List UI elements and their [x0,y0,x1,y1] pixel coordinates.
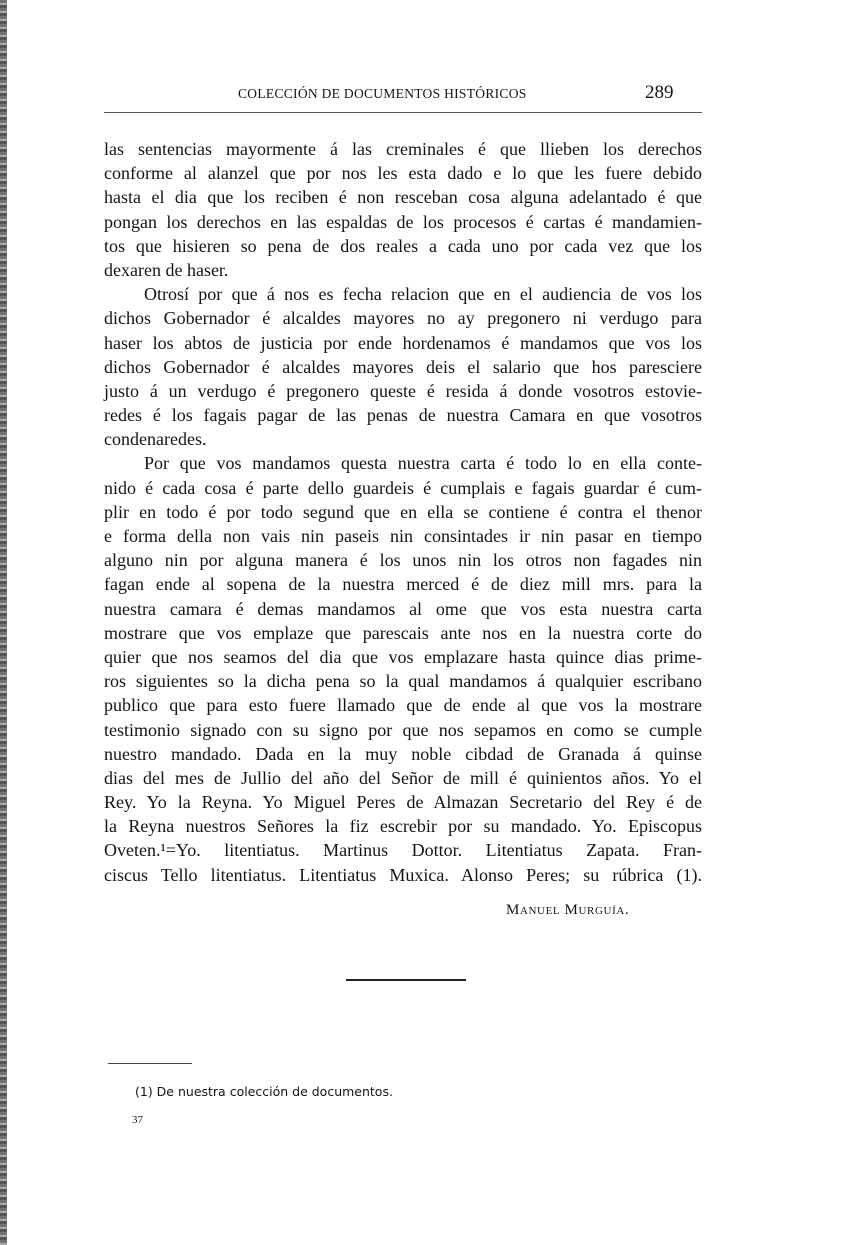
text-line: Por que vos mandamos questa nuestra carta é todo lo en ella conte- [144,453,702,474]
author-signature: Manuel Murguía. [506,902,630,918]
text-line: hasta el dia que los reciben é non resceban cosa alguna adelantado é que [104,187,702,208]
text-line: nuestra camara é demas mandamos al ome que vos esta nuestra carta [104,598,702,619]
text-line: dexaren de haser. [104,259,229,280]
footnote: (1) De nuestra colección de documentos. [135,1084,393,1099]
text-line: nido é cada cosa é parte dello guardeis é cumplais e fagais guardar é cum- [104,477,702,498]
text-line: haser los abtos de justicia por ende hordenamos é mandamos que vos los [104,332,702,353]
text-line: fagan ende al sopena de la nuestra merced é de diez mill mrs. para la [104,574,702,595]
text-line: pongan los derechos en las espaldas de los procesos é cartas é mandamien- [104,211,702,232]
text-line: justo á un verdugo é pregonero queste é resida á donde vosotros estovie- [104,380,702,401]
text-line: Rey. Yo la Reyna. Yo Miguel Peres de Almazan Secretario del Rey é de [104,792,702,813]
text-line: Otrosí por que á nos es fecha relacion que en el audiencia de vos los [144,284,702,305]
text-line: dichos Gobernador é alcaldes mayores no ay pregonero ni verdugo para [104,308,702,329]
text-line: e forma della non vais nin paseis nin consintades ir nin pasar en tiempo [104,526,702,546]
body-text [104,137,702,887]
page-number: 289 [645,82,674,103]
footnote-rule [108,1063,192,1064]
text-line: mostrare que vos emplaze que parescais ante nos en la nuestra corte do [104,622,702,643]
text-line: alguno nin por alguna manera é los unos nin los otros non fagades nin [104,550,702,571]
text-line: plir en todo é por todo segund que en ella se contiene é contra el thenor [104,501,702,522]
text-line: dichos Gobernador é alcaldes mayores deis el salario que hos paresciere [104,356,702,377]
text-line: publico que para esto fuere llamado que de ende al que vos la mostrare [104,695,702,716]
text-line: la Reyna nuestros Señores la fiz escrebir por su mandado. Yo. Episcopus [104,816,702,837]
printer-signature-mark: 37 [132,1114,143,1126]
text-line: las sentencias mayormente á las creminales é que llieben los derechos [104,139,702,159]
text-line: nuestro mandado. Dada en la muy noble cibdad de Granada á quinse [104,743,702,764]
text-line: ciscus Tello litentiatus. Litentiatus Muxica. Alonso Peres; su rúbrica (1). [104,864,702,885]
text-line: dias del mes de Jullio del año del Señor de mill é quinientos años. Yo el [104,767,702,788]
page-binding-edge [0,0,7,1245]
running-title: COLECCIÓN DE DOCUMENTOS HISTÓRICOS [238,86,527,101]
text-line: testimonio signado con su signo por que nos sepamos en como se cumple [104,719,702,740]
text-line: quier que nos seamos del dia que vos emplazare hasta quince dias prime- [104,646,702,667]
text-line: Oveten.¹=Yo. litentiatus. Martinus Dottor. Litentiatus Zapata. Fran- [104,840,702,861]
text-line: ros siguientes so la dicha pena so la qual mandamos á qualquier escribano [104,671,702,692]
text-line: tos que hisieren so pena de dos reales a cada uno por cada vez que los [104,235,702,256]
text-line: redes é los fagais pagar de las penas de nuestra Camara en que vosotros [104,405,702,426]
text-line: condenaredes. [104,429,207,450]
text-line: conforme al alanzel que por nos les esta dado e lo que les fuere debido [104,163,702,184]
section-end-rule [346,979,466,981]
header-rule [104,112,702,113]
